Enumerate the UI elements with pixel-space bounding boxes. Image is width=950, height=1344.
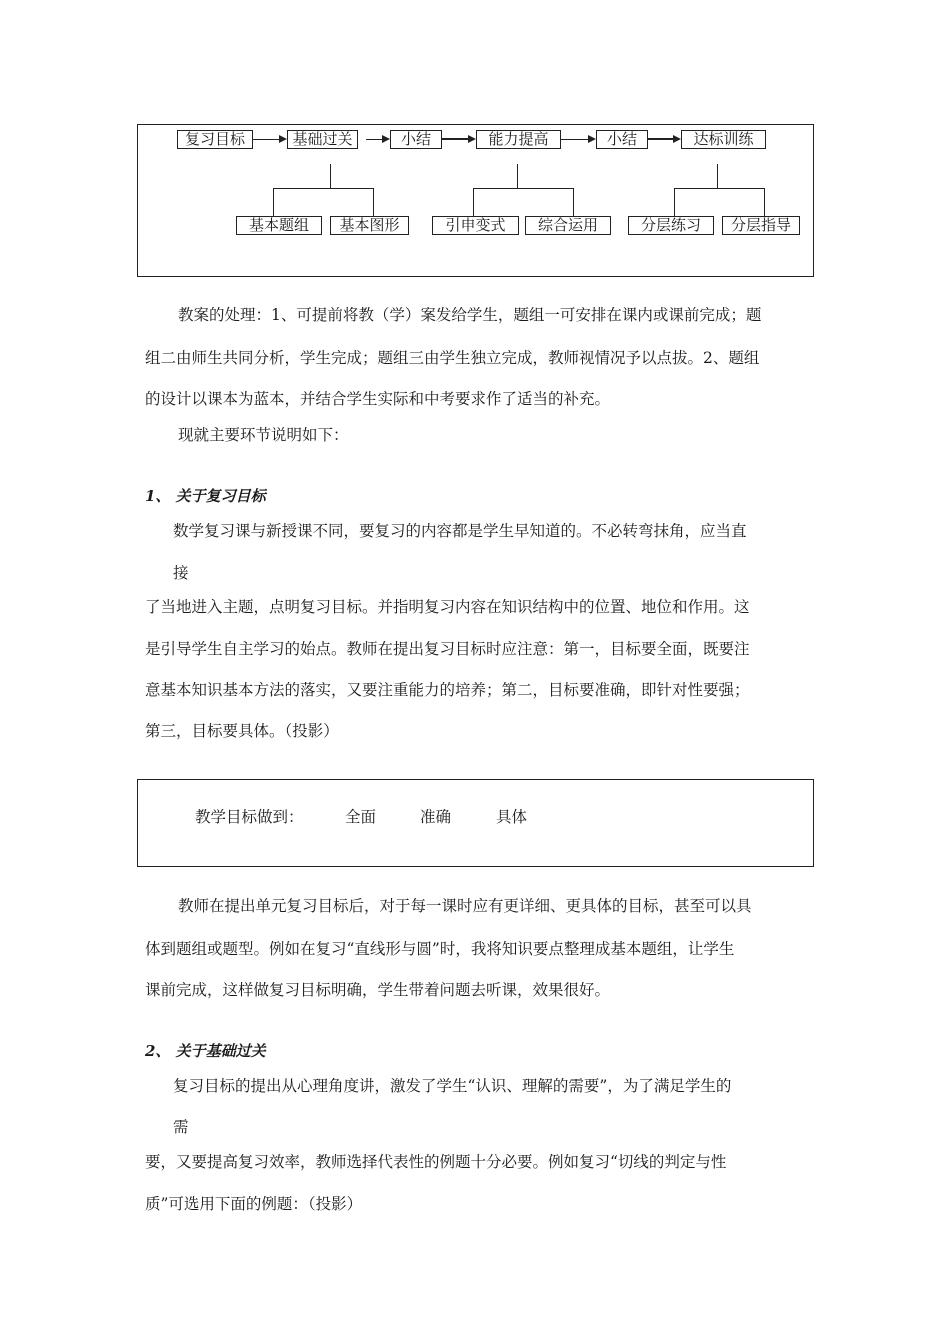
tree-leg-1b <box>373 188 374 216</box>
tree-bar-2 <box>473 188 574 189</box>
node-layered-guidance: 分层指导 <box>722 216 800 235</box>
node-layered-practice: 分层练习 <box>628 216 714 235</box>
para1-line2: 组二由师生共同分析，学生完成；题组三由学生独立完成，教师视情况予以点拔。2、题组 <box>145 349 760 367</box>
arrowhead-1 <box>279 135 287 143</box>
teaching-goal-row <box>195 807 527 827</box>
node-summary-1: 小结 <box>390 130 442 149</box>
goal-item-specific: 具体 <box>496 808 528 826</box>
section1-line2: 接 <box>173 564 189 582</box>
section1-line4: 是引导学生自主学习的始点。教师在提出复习目标时应注意：第一，目标要全面，既要注 <box>145 640 750 658</box>
section2-line4: 质”可选用下面的例题：（投影） <box>145 1195 363 1213</box>
node-target-training: 达标训练 <box>681 130 766 149</box>
node-basic-problems: 基本题组 <box>236 216 322 235</box>
teaching-goal-label: 教学目标做到： <box>195 808 304 826</box>
tree-leg-3a <box>674 188 675 216</box>
tree-leg-2a <box>473 188 474 216</box>
arrow-line-2 <box>366 139 382 140</box>
para1-line1: 教案的处理：1、可提前将教（学）案发给学生，题组一可安排在课内或课前完成；题 <box>178 306 762 324</box>
goal-item-accurate: 准确 <box>420 808 452 826</box>
node-extension: 引申变式 <box>432 216 519 235</box>
arrow-line-3 <box>442 138 468 140</box>
section2-line3: 要，又要提高复习效率，教师选择代表性的例题十分必要。例如复习“切线的判定与性 <box>145 1153 727 1171</box>
arrowhead-2 <box>382 135 390 143</box>
para3-line1: 教师在提出单元复习目标后，对于每一课时应有更详细、更具体的目标，甚至可以具 <box>178 897 752 915</box>
arrow-line-4 <box>561 139 588 140</box>
tree-leg-1a <box>273 188 274 216</box>
tree-leg-2b <box>573 188 574 216</box>
node-basic-figures: 基本图形 <box>330 216 409 235</box>
node-summary-2: 小结 <box>596 130 648 149</box>
arrowhead-4 <box>588 135 596 143</box>
node-comprehensive: 综合运用 <box>525 216 611 235</box>
goal-item-comprehensive: 全面 <box>345 808 377 826</box>
tree-bar-3 <box>674 188 765 189</box>
section1-line6: 第三，目标要具体。（投影） <box>145 722 339 740</box>
para3-line2: 体到题组或题型。例如在复习“直线形与圆”时，我将知识要点整理成基本题组，让学生 <box>145 940 735 958</box>
tree-stem-1 <box>330 164 331 188</box>
tree-stem-2 <box>517 164 518 188</box>
arrowhead-3 <box>468 135 476 143</box>
para1-line3: 的设计以课本为蓝本，并结合学生实际和中考要求作了适当的补充。 <box>145 390 611 408</box>
para3-line3: 课前完成，这样做复习目标明确，学生带着问题去听课，效果很好。 <box>145 981 611 999</box>
tree-leg-3b <box>764 188 765 216</box>
section2-heading: 2、 关于基础过关 <box>145 1042 266 1060</box>
section2-line2: 需 <box>173 1118 189 1136</box>
node-review-goal: 复习目标 <box>177 130 253 149</box>
section1-line5: 意基本知识基本方法的落实，又要注重能力的培养；第二，目标要准确，即针对性要强； <box>145 681 750 699</box>
tree-bar-1 <box>273 188 374 189</box>
para2: 现就主要环节说明如下： <box>178 426 349 444</box>
section1-line3: 了当地进入主题，点明复习目标。并指明复习内容在知识结构中的位置、地位和作用。这 <box>145 598 750 616</box>
arrow-line-5 <box>648 138 673 140</box>
section1-heading: 1、 关于复习目标 <box>145 487 266 505</box>
tree-stem-3 <box>717 164 718 188</box>
section1-line1: 数学复习课与新授课不同，要复习的内容都是学生早知道的。不必转弯抹角，应当直 <box>173 522 747 540</box>
node-basic-pass: 基础过关 <box>287 130 358 149</box>
section2-line1: 复习目标的提出从心理角度讲，激发了学生“认识、理解的需要”，为了满足学生的 <box>173 1077 732 1095</box>
arrow-line-1 <box>253 139 279 140</box>
node-ability-improve: 能力提高 <box>476 130 561 149</box>
arrowhead-5 <box>673 135 681 143</box>
